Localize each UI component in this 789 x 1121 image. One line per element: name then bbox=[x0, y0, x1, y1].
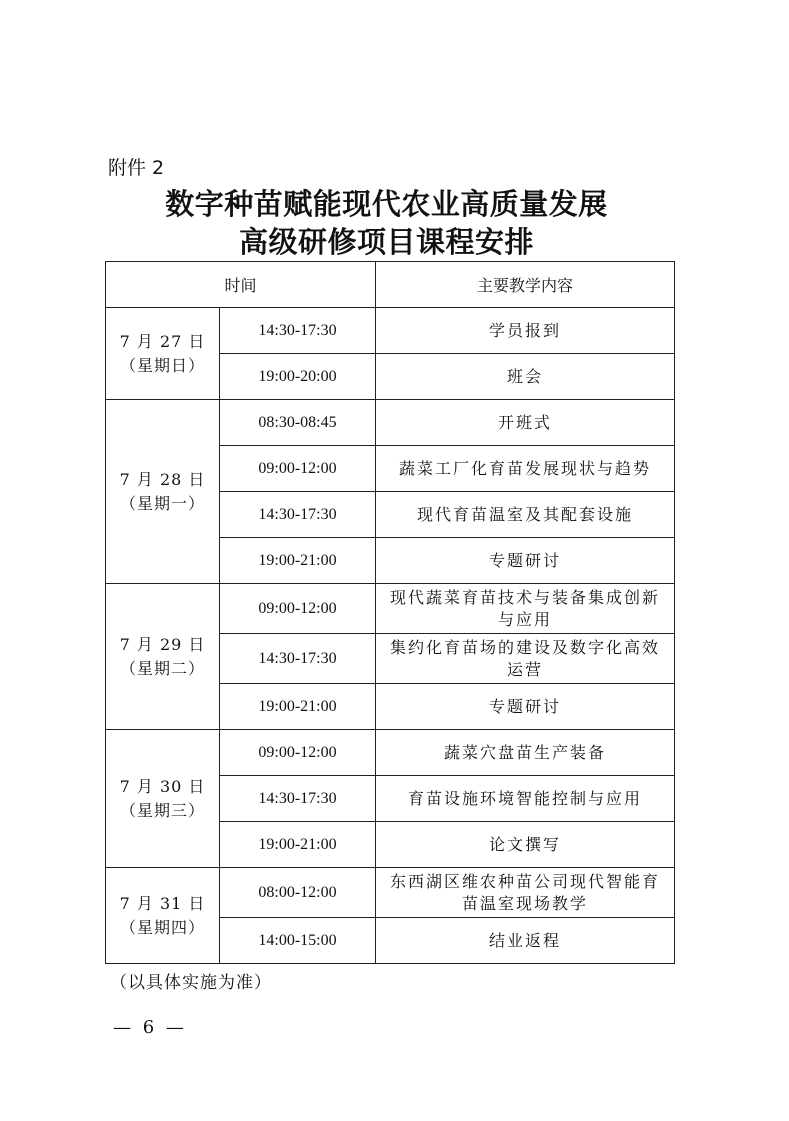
table-row bbox=[106, 868, 675, 918]
date-cell bbox=[106, 400, 220, 584]
table-row bbox=[106, 308, 675, 354]
time-cell: 14:30-17:30 bbox=[220, 634, 376, 684]
page-number: — 6 — bbox=[113, 1017, 187, 1038]
content-cell: 班会 bbox=[376, 354, 675, 400]
date-cell bbox=[106, 730, 220, 868]
weekday-text: （星期一） bbox=[119, 493, 205, 513]
time-cell: 08:00-12:00 bbox=[220, 868, 376, 918]
date-text: 7 月 31 日 bbox=[119, 893, 206, 913]
content-cell: 学员报到 bbox=[376, 308, 675, 354]
weekday-text: （星期二） bbox=[119, 658, 205, 678]
content-cell: 育苗设施环境智能控制与应用 bbox=[376, 776, 675, 822]
content-cell: 现代蔬菜育苗技术与装备集成创新与应用 bbox=[376, 584, 675, 634]
time-cell: 19:00-20:00 bbox=[220, 354, 376, 400]
date-cell bbox=[106, 584, 220, 730]
time-cell: 14:30-17:30 bbox=[220, 776, 376, 822]
content-cell: 现代育苗温室及其配套设施 bbox=[376, 492, 675, 538]
date-cell bbox=[106, 308, 220, 400]
time-cell: 14:00-15:00 bbox=[220, 918, 376, 964]
date-text: 7 月 28 日 bbox=[119, 469, 206, 489]
time-cell: 19:00-21:00 bbox=[220, 538, 376, 584]
schedule-table bbox=[105, 261, 675, 964]
content-cell: 专题研讨 bbox=[376, 538, 675, 584]
document-title-line-1: 数字种苗赋能现代农业高质量发展 bbox=[165, 187, 608, 221]
document-title-line-2: 高级研修项目课程安排 bbox=[238, 225, 534, 259]
table-row bbox=[106, 400, 675, 446]
time-cell: 08:30-08:45 bbox=[220, 400, 376, 446]
weekday-text: （星期四） bbox=[119, 917, 205, 937]
date-text: 7 月 30 日 bbox=[119, 776, 206, 796]
date-text: 7 月 29 日 bbox=[119, 634, 206, 654]
time-cell: 19:00-21:00 bbox=[220, 822, 376, 868]
footnote: （以具体实施为准） bbox=[110, 973, 272, 993]
time-cell: 19:00-21:00 bbox=[220, 684, 376, 730]
content-cell: 开班式 bbox=[376, 400, 675, 446]
content-cell: 论文撰写 bbox=[376, 822, 675, 868]
content-cell: 结业返程 bbox=[376, 918, 675, 964]
date-cell bbox=[106, 868, 220, 964]
content-cell: 专题研讨 bbox=[376, 684, 675, 730]
time-cell: 14:30-17:30 bbox=[220, 492, 376, 538]
content-cell: 东西湖区维农种苗公司现代智能育苗温室现场教学 bbox=[376, 868, 675, 918]
time-cell: 14:30-17:30 bbox=[220, 308, 376, 354]
table-row bbox=[106, 730, 675, 776]
content-cell: 蔬菜穴盘苗生产装备 bbox=[376, 730, 675, 776]
time-cell: 09:00-12:00 bbox=[220, 584, 376, 634]
time-cell: 09:00-12:00 bbox=[220, 730, 376, 776]
content-cell: 蔬菜工厂化育苗发展现状与趋势 bbox=[376, 446, 675, 492]
header-time: 时间 bbox=[106, 262, 376, 308]
date-text: 7 月 27 日 bbox=[119, 331, 206, 351]
header-content: 主要教学内容 bbox=[376, 262, 675, 308]
weekday-text: （星期三） bbox=[119, 800, 205, 820]
table-row bbox=[106, 584, 675, 634]
content-cell: 集约化育苗场的建设及数字化高效运营 bbox=[376, 634, 675, 684]
table-header-row bbox=[106, 262, 675, 308]
attachment-label: 附件 2 bbox=[108, 157, 165, 179]
weekday-text: （星期日） bbox=[119, 355, 205, 375]
time-cell: 09:00-12:00 bbox=[220, 446, 376, 492]
